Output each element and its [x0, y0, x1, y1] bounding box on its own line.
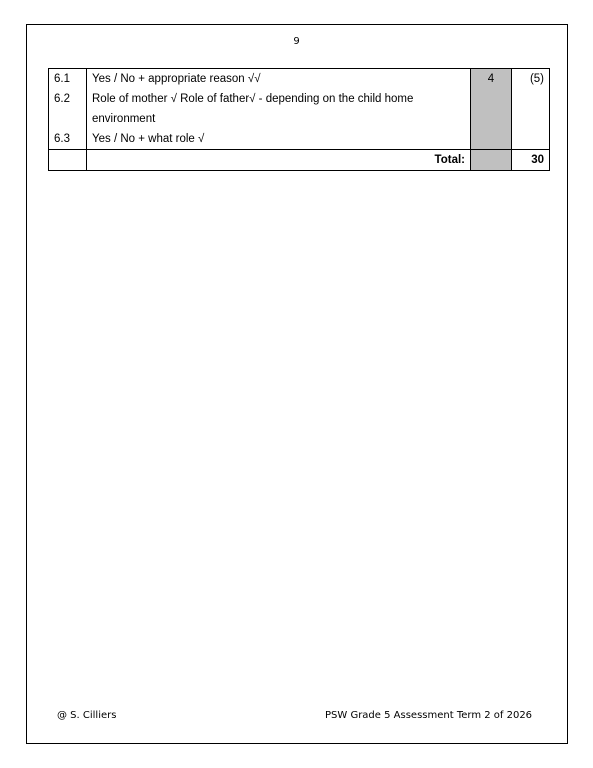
- answer-line: environment: [92, 113, 156, 125]
- question-total-value: (5): [529, 73, 544, 85]
- empty-cell: [49, 150, 87, 171]
- question-number: [54, 109, 81, 129]
- total-label: Total:: [87, 150, 471, 171]
- question-total-cell: [512, 69, 550, 150]
- mark-cell: [471, 69, 512, 150]
- memo-table: [48, 68, 550, 171]
- mark-value: 4: [487, 73, 495, 85]
- answer-line: Yes / No + appropriate reason √√: [92, 73, 261, 85]
- footer-document-title: PSW Grade 5 Assessment Term 2 of 2026: [325, 710, 533, 721]
- shaded-cell: [471, 150, 512, 171]
- table-row: [49, 69, 550, 150]
- question-number: 6.1: [54, 73, 70, 85]
- question-number-cell: [49, 69, 87, 150]
- page-number: 9: [293, 36, 300, 47]
- question-number: 6.3: [54, 133, 70, 145]
- answer-line: Yes / No + what role √: [92, 133, 205, 145]
- total-row: [49, 150, 550, 171]
- total-value: 30: [512, 150, 550, 171]
- answer-line: Role of mother √ Role of father√ - depending on the child home: [92, 93, 414, 105]
- footer-author: @ S. Cilliers: [57, 710, 117, 721]
- answer-cell: [87, 69, 471, 150]
- question-number: 6.2: [54, 93, 70, 105]
